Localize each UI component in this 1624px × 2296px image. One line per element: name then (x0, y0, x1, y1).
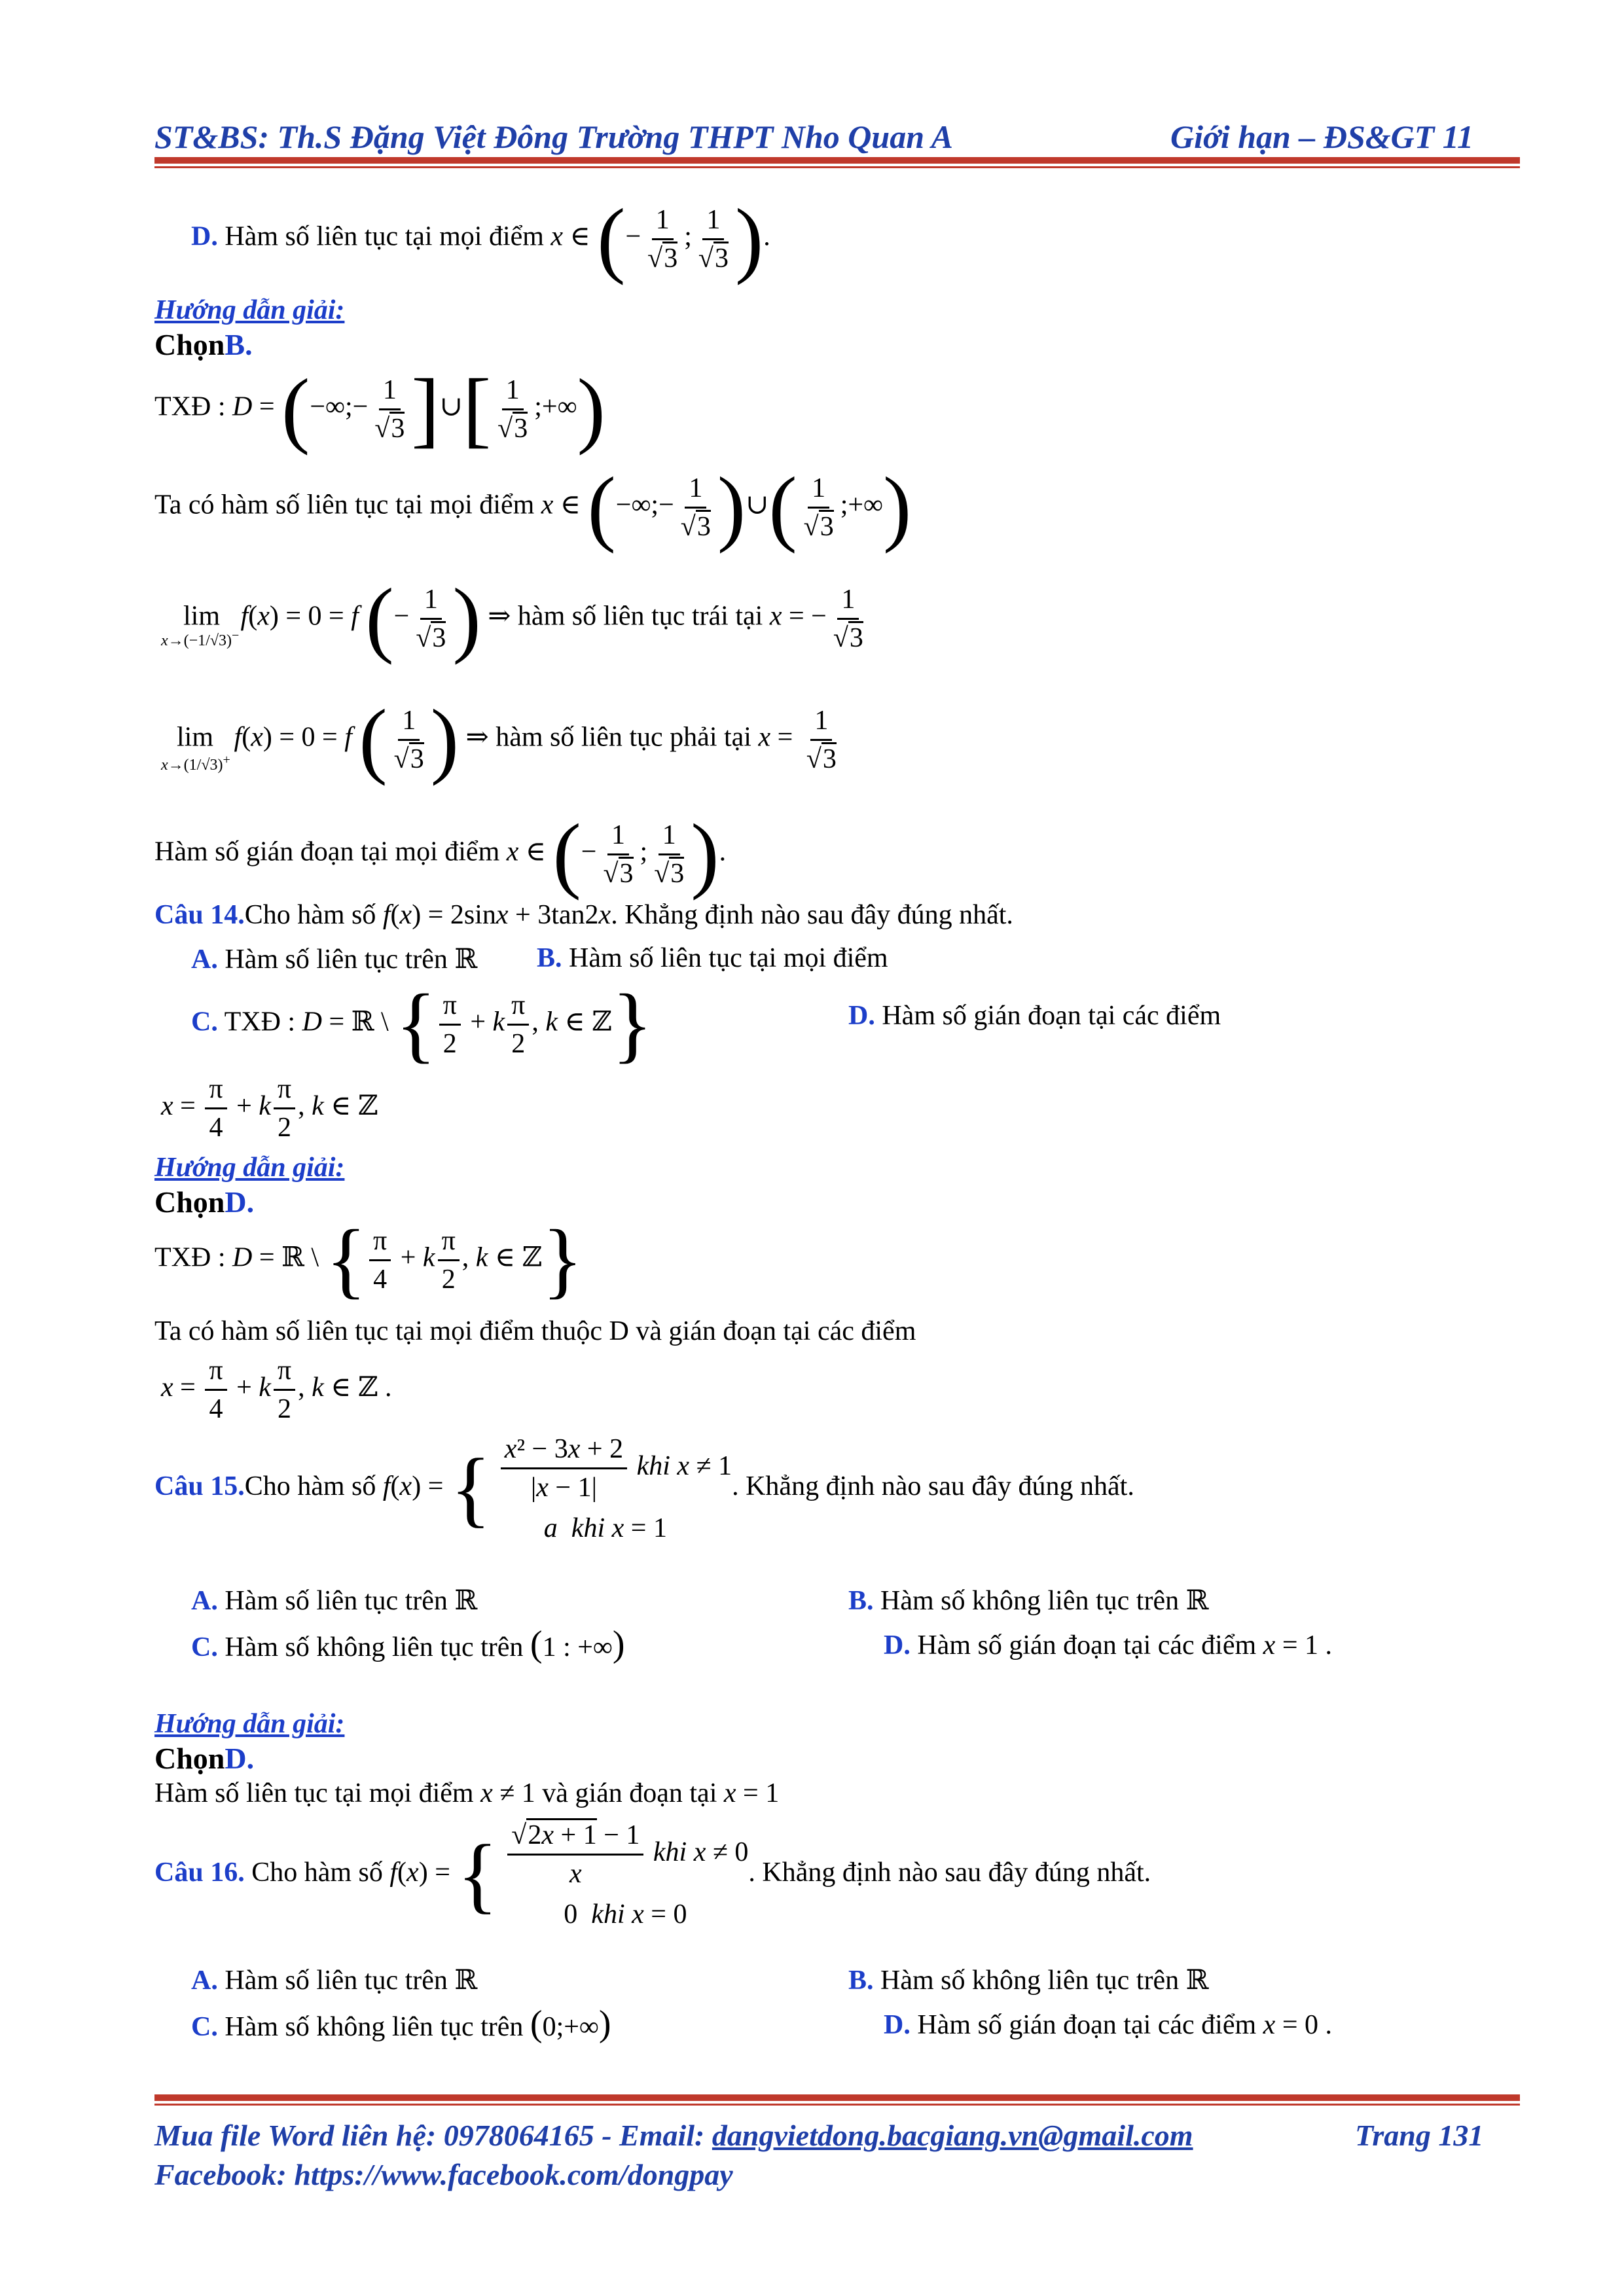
q15-explain: Hàm số liên tục tại mọi điểm x ≠ 1 và gián đoạn tại x = 1 (154, 1778, 780, 1808)
q14-explain-formula: x = $\frac{\pi}{4}$ + k $\frac{\pi}{2}$ , k ∈ ℤ . (161, 1355, 392, 1424)
q15-stem: Câu 15.Cho hàm số f(x) = { $\frac{\text{x² − 3x + 2}}{|x - 1|}$ khi x ≠ 1 a khi x = 1 . Khẳng định nào sau đây đúng nhất. (154, 1434, 1134, 1543)
q14-option-d-formula: x = $\frac{\pi}{4}$ + k $\frac{\pi}{2}$ , k ∈ ℤ (161, 1074, 378, 1143)
footer-rule-thin (154, 2104, 1520, 2106)
q14-guide-heading: Hướng dẫn giải: (154, 1153, 345, 1183)
q13-discontinuity: Hàm số gián đoạn tại mọi điểm x ∈ (− $\frac{1}{√3}$ ; $\frac{1}{√3}$ ). (154, 807, 727, 901)
footer-rule (154, 2094, 1520, 2101)
q15-answer: ChọnD. (154, 1742, 255, 1775)
q14-option-d: D. Hàm số gián đoạn tại các điểm (848, 1001, 1221, 1031)
footer-page-number: Trang 131 (1355, 2119, 1484, 2152)
q15-option-a: A. Hàm số liên tục trên ℝ (191, 1586, 478, 1616)
q13-right-limit: lim f(x) = 0 = f ( $\frac{1}{√3}$ ) ⇒ hàm số liên tục phải tại x = $\frac{1}{√3}$ (177, 692, 837, 787)
q13-continuity-line: Ta có hàm số liên tục tại mọi điểm x ∈ (−∞;− $\frac{1}{√3}$ )∪( $\frac{1}{√3}$ ;+∞) (154, 460, 912, 554)
header-left: ST&BS: Th.S Đặng Việt Đông Trường THPT Nho Quan A (154, 118, 953, 155)
q14-option-c: C. TXĐ : D = ℝ \ { $\frac{\pi}{2}$ + k $\frac{\pi}{2}$ , k ∈ ℤ} (191, 977, 653, 1071)
q15-option-b: B. Hàm số không liên tục trên ℝ (848, 1586, 1209, 1616)
footer-facebook[interactable]: Facebook: https://www.facebook.com/dongpay (154, 2158, 733, 2191)
q15-guide-heading: Hướng dẫn giải: (154, 1709, 345, 1739)
q16-option-a: A. Hàm số liên tục trên ℝ (191, 1965, 478, 1996)
q14-option-a: A. Hàm số liên tục trên ℝ (191, 944, 478, 975)
q13-right-limit-sub: x→(1/√3)+ (161, 753, 230, 774)
q13-guide-heading: Hướng dẫn giải: (154, 295, 345, 325)
q14-domain: TXĐ : D = ℝ \ { $\frac{\pi}{4}$ + k $\frac{\pi}{2}$ , k ∈ ℤ} (154, 1213, 583, 1307)
q14-answer: ChọnD. (154, 1185, 255, 1219)
q16-option-c: C. Hàm số không liên tục trên (0;+∞) (191, 2003, 611, 2044)
q15-option-c: C. Hàm số không liên tục trên (1 : +∞) (191, 1624, 625, 1664)
footer-email-link[interactable]: dangvietdong.bacgiang.vn@gmail.com (712, 2119, 1193, 2152)
header-rule-thin (154, 166, 1520, 168)
q16-option-b: B. Hàm số không liên tục trên ℝ (848, 1965, 1209, 1996)
q13-answer: ChọnB. (154, 328, 253, 361)
q16-stem: Câu 16. Cho hàm số f(x) = { $\frac{√2x + 1 - 1}{x}$ khi x ≠ 0 0 khi x = 0 . Khẳng định nào sau đây đúng nhất. (154, 1820, 1151, 1930)
q13-domain: TXĐ : D = (−∞;− $\frac{1}{√3}$ ]∪[ $\frac{1}{√3}$ ;+∞) (154, 362, 605, 456)
q13-option-d: D. Hàm số liên tục tại mọi điểm x ∈ (− $\frac{1}{√3}$ ; $\frac{1}{√3}$ ). (191, 192, 770, 286)
q13-left-limit-sub: x→(−1/√3)− (161, 628, 240, 649)
q13-left-limit: lim f(x) = 0 = f (− $\frac{1}{√3}$ ) ⇒ hàm số liên tục trái tại x = − $\frac{1}{√3}$ (183, 571, 863, 666)
header-right: Giới hạn – ĐS&GT 11 (1170, 118, 1474, 155)
q14-explain: Ta có hàm số liên tục tại mọi điểm thuộc D và gián đoạn tại các điểm (154, 1316, 916, 1346)
footer-contact: Mua file Word liên hệ: 0978064165 - Email: dangvietdong.bacgiang.vn@gmail.com (154, 2119, 1193, 2152)
q16-option-d: D. Hàm số gián đoạn tại các điểm x = 0 . (884, 2010, 1333, 2040)
header-rule (154, 157, 1520, 164)
q14-option-b: B. Hàm số liên tục tại mọi điểm (537, 943, 888, 973)
q14-stem: Câu 14.Cho hàm số f(x) = 2sinx + 3tan2x. Khẳng định nào sau đây đúng nhất. (154, 900, 1013, 930)
q15-option-d: D. Hàm số gián đoạn tại các điểm x = 1 . (884, 1630, 1333, 1660)
